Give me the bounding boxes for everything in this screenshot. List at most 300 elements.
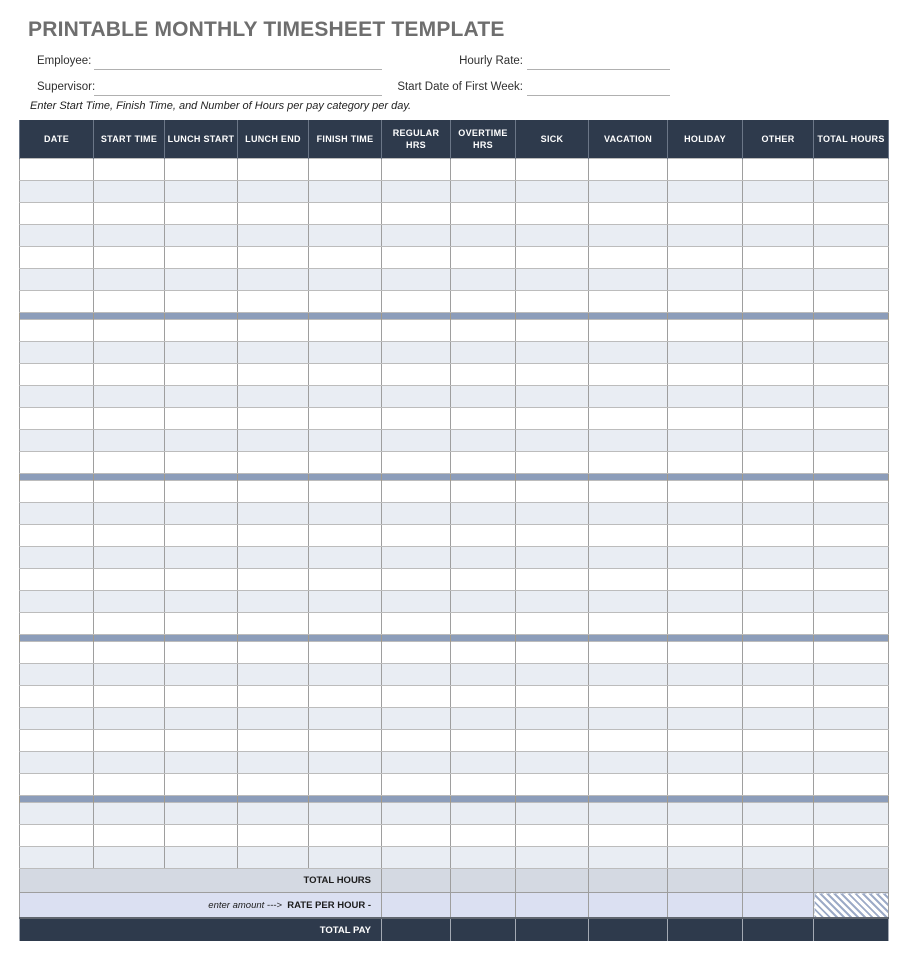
day-cell[interactable] [20,159,94,181]
day-cell[interactable] [589,320,668,342]
day-cell[interactable] [309,481,382,503]
day-cell[interactable] [94,247,165,269]
day-cell[interactable] [20,752,94,774]
day-cell[interactable] [814,686,889,708]
day-cell[interactable] [309,708,382,730]
day-cell[interactable] [814,320,889,342]
day-cell[interactable] [743,686,814,708]
day-cell[interactable] [165,269,238,291]
day-cell[interactable] [94,591,165,613]
day-cell[interactable] [743,203,814,225]
day-cell[interactable] [20,591,94,613]
total-pay-cell[interactable] [451,918,516,941]
day-cell[interactable] [382,203,451,225]
day-cell[interactable] [814,159,889,181]
day-cell[interactable] [309,452,382,474]
day-cell[interactable] [814,269,889,291]
day-cell[interactable] [382,225,451,247]
day-cell[interactable] [94,686,165,708]
day-cell[interactable] [165,686,238,708]
day-cell[interactable] [743,386,814,408]
day-cell[interactable] [382,408,451,430]
day-cell[interactable] [516,803,589,825]
day-cell[interactable] [814,708,889,730]
day-cell[interactable] [743,642,814,664]
day-cell[interactable] [165,430,238,452]
day-cell[interactable] [20,613,94,635]
day-cell[interactable] [814,547,889,569]
day-cell[interactable] [238,342,309,364]
day-cell[interactable] [20,525,94,547]
day-cell[interactable] [451,525,516,547]
day-cell[interactable] [451,803,516,825]
day-cell[interactable] [668,181,743,203]
day-cell[interactable] [165,408,238,430]
day-cell[interactable] [589,664,668,686]
day-cell[interactable] [20,847,94,869]
day-cell[interactable] [516,481,589,503]
day-cell[interactable] [382,503,451,525]
day-cell[interactable] [668,847,743,869]
day-cell[interactable] [165,525,238,547]
day-cell[interactable] [382,269,451,291]
day-cell[interactable] [668,386,743,408]
day-cell[interactable] [743,247,814,269]
day-cell[interactable] [382,181,451,203]
day-cell[interactable] [589,591,668,613]
day-cell[interactable] [451,386,516,408]
day-cell[interactable] [743,503,814,525]
day-cell[interactable] [94,730,165,752]
day-cell[interactable] [814,803,889,825]
day-cell[interactable] [743,342,814,364]
total-hours-cell[interactable] [814,869,889,893]
day-cell[interactable] [451,825,516,847]
day-cell[interactable] [94,708,165,730]
day-cell[interactable] [382,481,451,503]
day-cell[interactable] [165,503,238,525]
day-cell[interactable] [309,591,382,613]
day-cell[interactable] [382,320,451,342]
day-cell[interactable] [451,203,516,225]
day-cell[interactable] [743,225,814,247]
day-cell[interactable] [814,452,889,474]
day-cell[interactable] [516,774,589,796]
day-cell[interactable] [238,320,309,342]
day-cell[interactable] [451,503,516,525]
total-hours-cell[interactable] [743,869,814,893]
day-cell[interactable] [516,825,589,847]
day-cell[interactable] [814,664,889,686]
day-cell[interactable] [382,752,451,774]
day-cell[interactable] [516,364,589,386]
day-cell[interactable] [165,547,238,569]
day-cell[interactable] [451,569,516,591]
day-cell[interactable] [589,752,668,774]
day-cell[interactable] [165,803,238,825]
day-cell[interactable] [668,159,743,181]
day-cell[interactable] [20,642,94,664]
day-cell[interactable] [516,269,589,291]
day-cell[interactable] [94,291,165,313]
day-cell[interactable] [516,547,589,569]
day-cell[interactable] [238,613,309,635]
day-cell[interactable] [382,708,451,730]
day-cell[interactable] [589,181,668,203]
day-cell[interactable] [516,430,589,452]
day-cell[interactable] [516,847,589,869]
day-cell[interactable] [668,752,743,774]
day-cell[interactable] [382,452,451,474]
day-cell[interactable] [516,408,589,430]
day-cell[interactable] [20,269,94,291]
day-cell[interactable] [743,430,814,452]
day-cell[interactable] [814,525,889,547]
day-cell[interactable] [589,686,668,708]
rate-cell[interactable] [668,893,743,919]
day-cell[interactable] [814,774,889,796]
day-cell[interactable] [94,774,165,796]
total-pay-cell[interactable] [668,918,743,941]
day-cell[interactable] [165,247,238,269]
day-cell[interactable] [451,481,516,503]
day-cell[interactable] [94,203,165,225]
day-cell[interactable] [382,159,451,181]
day-cell[interactable] [309,613,382,635]
day-cell[interactable] [516,525,589,547]
day-cell[interactable] [94,503,165,525]
day-cell[interactable] [165,452,238,474]
day-cell[interactable] [814,847,889,869]
day-cell[interactable] [94,181,165,203]
day-cell[interactable] [668,613,743,635]
day-cell[interactable] [814,225,889,247]
day-cell[interactable] [668,430,743,452]
day-cell[interactable] [814,642,889,664]
day-cell[interactable] [516,320,589,342]
day-cell[interactable] [743,481,814,503]
day-cell[interactable] [451,452,516,474]
day-cell[interactable] [94,430,165,452]
day-cell[interactable] [165,591,238,613]
day-cell[interactable] [94,452,165,474]
total-hours-cell[interactable] [382,869,451,893]
day-cell[interactable] [516,686,589,708]
day-cell[interactable] [668,364,743,386]
day-cell[interactable] [309,642,382,664]
day-cell[interactable] [814,613,889,635]
day-cell[interactable] [238,730,309,752]
day-cell[interactable] [516,181,589,203]
total-hours-cell[interactable] [516,869,589,893]
day-cell[interactable] [814,430,889,452]
day-cell[interactable] [516,752,589,774]
day-cell[interactable] [309,181,382,203]
day-cell[interactable] [451,774,516,796]
day-cell[interactable] [668,686,743,708]
day-cell[interactable] [668,247,743,269]
day-cell[interactable] [589,159,668,181]
day-cell[interactable] [238,364,309,386]
day-cell[interactable] [589,503,668,525]
day-cell[interactable] [20,342,94,364]
day-cell[interactable] [743,591,814,613]
day-cell[interactable] [238,430,309,452]
day-cell[interactable] [238,547,309,569]
day-cell[interactable] [814,730,889,752]
day-cell[interactable] [238,825,309,847]
day-cell[interactable] [668,203,743,225]
day-cell[interactable] [382,847,451,869]
day-cell[interactable] [451,686,516,708]
day-cell[interactable] [814,569,889,591]
rate-cell[interactable] [743,893,814,919]
day-cell[interactable] [309,159,382,181]
day-cell[interactable] [516,386,589,408]
day-cell[interactable] [309,774,382,796]
day-cell[interactable] [382,386,451,408]
day-cell[interactable] [20,774,94,796]
day-cell[interactable] [20,803,94,825]
day-cell[interactable] [20,503,94,525]
day-cell[interactable] [165,203,238,225]
day-cell[interactable] [382,569,451,591]
day-cell[interactable] [165,613,238,635]
day-cell[interactable] [743,269,814,291]
day-cell[interactable] [94,613,165,635]
day-cell[interactable] [309,752,382,774]
day-cell[interactable] [165,481,238,503]
day-cell[interactable] [589,452,668,474]
day-cell[interactable] [668,825,743,847]
day-cell[interactable] [668,503,743,525]
day-cell[interactable] [589,481,668,503]
day-cell[interactable] [94,408,165,430]
total-hours-cell[interactable] [668,869,743,893]
day-cell[interactable] [94,847,165,869]
day-cell[interactable] [589,847,668,869]
day-cell[interactable] [589,291,668,313]
total-hours-cell[interactable] [589,869,668,893]
day-cell[interactable] [309,569,382,591]
day-cell[interactable] [382,664,451,686]
day-cell[interactable] [743,569,814,591]
day-cell[interactable] [516,730,589,752]
day-cell[interactable] [743,664,814,686]
day-cell[interactable] [165,825,238,847]
day-cell[interactable] [382,774,451,796]
day-cell[interactable] [668,342,743,364]
day-cell[interactable] [668,591,743,613]
day-cell[interactable] [309,269,382,291]
day-cell[interactable] [382,686,451,708]
day-cell[interactable] [743,547,814,569]
day-cell[interactable] [743,774,814,796]
day-cell[interactable] [516,664,589,686]
day-cell[interactable] [309,342,382,364]
day-cell[interactable] [382,247,451,269]
day-cell[interactable] [20,364,94,386]
day-cell[interactable] [516,159,589,181]
day-cell[interactable] [238,686,309,708]
day-cell[interactable] [516,203,589,225]
day-cell[interactable] [516,642,589,664]
day-cell[interactable] [94,752,165,774]
day-cell[interactable] [451,342,516,364]
day-cell[interactable] [743,752,814,774]
day-cell[interactable] [451,847,516,869]
day-cell[interactable] [814,203,889,225]
day-cell[interactable] [238,247,309,269]
day-cell[interactable] [516,591,589,613]
day-cell[interactable] [94,269,165,291]
day-cell[interactable] [668,320,743,342]
day-cell[interactable] [238,503,309,525]
day-cell[interactable] [20,481,94,503]
day-cell[interactable] [451,364,516,386]
day-cell[interactable] [20,825,94,847]
day-cell[interactable] [309,430,382,452]
day-cell[interactable] [589,408,668,430]
day-cell[interactable] [309,730,382,752]
day-cell[interactable] [165,225,238,247]
day-cell[interactable] [238,569,309,591]
day-cell[interactable] [94,225,165,247]
day-cell[interactable] [165,774,238,796]
day-cell[interactable] [589,708,668,730]
day-cell[interactable] [743,181,814,203]
day-cell[interactable] [94,664,165,686]
day-cell[interactable] [20,430,94,452]
day-cell[interactable] [94,159,165,181]
day-cell[interactable] [516,342,589,364]
day-cell[interactable] [668,269,743,291]
day-cell[interactable] [309,847,382,869]
day-cell[interactable] [451,430,516,452]
day-cell[interactable] [20,225,94,247]
day-cell[interactable] [516,247,589,269]
start-date-input-line[interactable] [527,80,670,96]
day-cell[interactable] [814,503,889,525]
day-cell[interactable] [743,291,814,313]
day-cell[interactable] [94,364,165,386]
day-cell[interactable] [94,525,165,547]
day-cell[interactable] [20,386,94,408]
day-cell[interactable] [238,269,309,291]
day-cell[interactable] [589,225,668,247]
day-cell[interactable] [238,159,309,181]
day-cell[interactable] [94,481,165,503]
day-cell[interactable] [165,320,238,342]
day-cell[interactable] [20,686,94,708]
day-cell[interactable] [382,342,451,364]
day-cell[interactable] [589,269,668,291]
day-cell[interactable] [94,825,165,847]
day-cell[interactable] [516,708,589,730]
day-cell[interactable] [589,430,668,452]
day-cell[interactable] [20,247,94,269]
day-cell[interactable] [451,159,516,181]
day-cell[interactable] [20,291,94,313]
day-cell[interactable] [589,386,668,408]
day-cell[interactable] [516,613,589,635]
day-cell[interactable] [451,613,516,635]
day-cell[interactable] [20,181,94,203]
day-cell[interactable] [238,803,309,825]
day-cell[interactable] [165,569,238,591]
day-cell[interactable] [382,642,451,664]
day-cell[interactable] [238,525,309,547]
day-cell[interactable] [20,203,94,225]
day-cell[interactable] [668,803,743,825]
rate-cell[interactable] [516,893,589,919]
day-cell[interactable] [382,430,451,452]
day-cell[interactable] [743,525,814,547]
day-cell[interactable] [516,569,589,591]
day-cell[interactable] [451,181,516,203]
day-cell[interactable] [20,569,94,591]
total-pay-cell[interactable] [814,918,889,941]
day-cell[interactable] [94,342,165,364]
day-cell[interactable] [516,225,589,247]
day-cell[interactable] [451,664,516,686]
day-cell[interactable] [814,247,889,269]
day-cell[interactable] [20,547,94,569]
day-cell[interactable] [238,591,309,613]
day-cell[interactable] [382,525,451,547]
day-cell[interactable] [516,503,589,525]
total-pay-cell[interactable] [743,918,814,941]
day-cell[interactable] [589,203,668,225]
day-cell[interactable] [94,803,165,825]
day-cell[interactable] [309,686,382,708]
day-cell[interactable] [309,503,382,525]
employee-input-line[interactable] [94,54,382,70]
day-cell[interactable] [165,364,238,386]
day-cell[interactable] [238,708,309,730]
day-cell[interactable] [668,730,743,752]
day-cell[interactable] [238,203,309,225]
day-cell[interactable] [94,569,165,591]
day-cell[interactable] [743,613,814,635]
day-cell[interactable] [814,481,889,503]
day-cell[interactable] [668,481,743,503]
day-cell[interactable] [309,803,382,825]
day-cell[interactable] [165,730,238,752]
day-cell[interactable] [668,708,743,730]
day-cell[interactable] [668,547,743,569]
day-cell[interactable] [165,181,238,203]
day-cell[interactable] [382,825,451,847]
day-cell[interactable] [382,364,451,386]
day-cell[interactable] [589,547,668,569]
day-cell[interactable] [451,408,516,430]
day-cell[interactable] [589,730,668,752]
day-cell[interactable] [589,613,668,635]
day-cell[interactable] [451,591,516,613]
day-cell[interactable] [743,825,814,847]
day-cell[interactable] [94,320,165,342]
day-cell[interactable] [516,291,589,313]
day-cell[interactable] [238,181,309,203]
day-cell[interactable] [309,291,382,313]
day-cell[interactable] [814,591,889,613]
day-cell[interactable] [589,569,668,591]
day-cell[interactable] [743,159,814,181]
day-cell[interactable] [238,847,309,869]
day-cell[interactable] [814,342,889,364]
day-cell[interactable] [165,386,238,408]
